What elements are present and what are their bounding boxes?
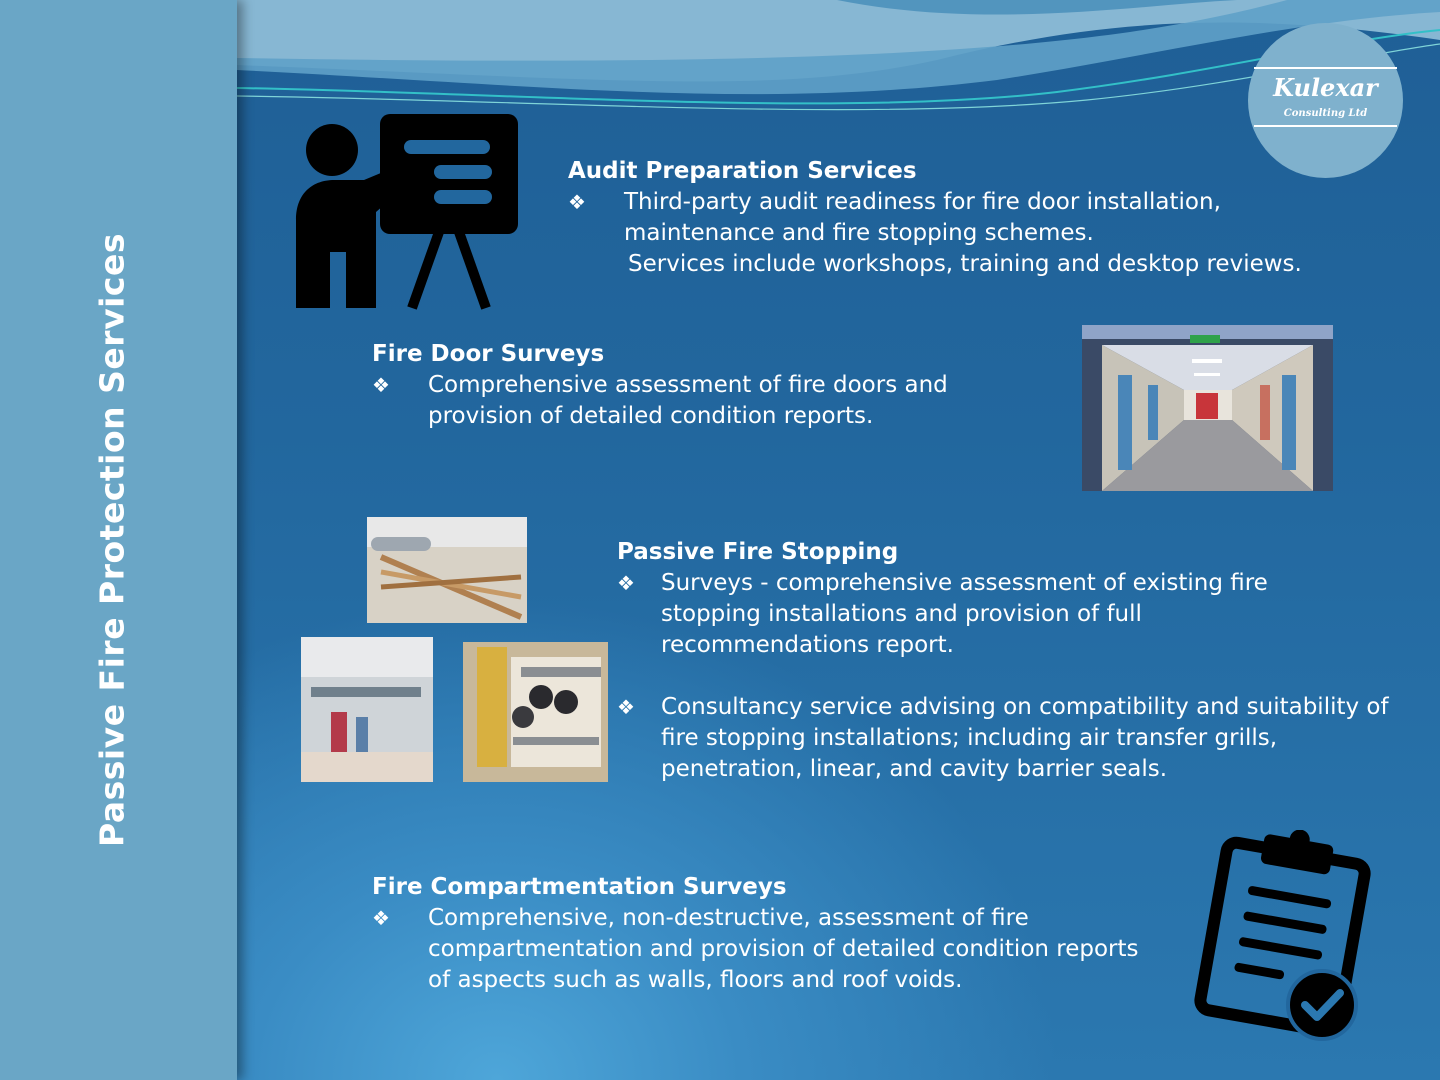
sidebar xyxy=(0,0,237,1080)
main-panel xyxy=(237,0,1440,1080)
fire-door-section xyxy=(372,339,1032,432)
compartmentation-bullet xyxy=(372,903,1162,996)
fire-stopping-bullet-1 xyxy=(617,568,1407,661)
bullet-icon: ❖ xyxy=(372,906,390,930)
fire-stopping-bullet-1-text: Surveys - comprehensive assessment of existing fire stopping installations and provision of full recommendations report. xyxy=(661,570,1268,658)
fire-door-title: Fire Door Surveys xyxy=(372,341,605,367)
bullet-icon: ❖ xyxy=(568,190,586,214)
fire-stopping-photos xyxy=(301,517,608,782)
audit-section xyxy=(568,156,1408,280)
audit-bullet-text: Third-party audit readiness for fire door installation, maintenance and fire stopping schemes. xyxy=(624,189,1221,246)
clipboard-check-icon xyxy=(1192,830,1372,1045)
fire-door-bullet-text: Comprehensive assessment of fire doors and provision of detailed condition reports. xyxy=(428,372,948,429)
audit-title: Audit Preparation Services xyxy=(568,158,917,184)
logo-subtitle: Consulting Ltd xyxy=(1283,108,1368,119)
compartmentation-title: Fire Compartmentation Surveys xyxy=(372,874,787,900)
corridor-photo xyxy=(1082,325,1333,491)
audit-bullet xyxy=(568,187,1408,249)
compartmentation-section xyxy=(372,872,1162,996)
bullet-icon: ❖ xyxy=(372,373,390,397)
fire-stopping-section xyxy=(617,537,1407,785)
audit-extra-line: Services include workshops, training and desktop reviews. xyxy=(628,251,1302,277)
fire-door-bullet xyxy=(372,370,1032,432)
presenter-icon xyxy=(294,112,520,310)
company-logo xyxy=(1248,23,1403,178)
fire-stopping-bullet-2-text: Consultancy service advising on compatibility and suitability of fire stopping installations; including air transfer grills, penetration, linear, and cavity barrier seals. xyxy=(661,694,1389,782)
fire-stopping-title: Passive Fire Stopping xyxy=(617,539,899,565)
compartmentation-bullet-text: Comprehensive, non-destructive, assessment of fire compartmentation and provision of detailed condition reports of aspects such as walls, floors and roof voids. xyxy=(428,905,1139,993)
fire-stopping-bullet-2 xyxy=(617,692,1407,785)
bullet-icon: ❖ xyxy=(617,571,635,595)
logo-name: Kulexar xyxy=(1273,73,1378,102)
sidebar-title: Passive Fire Protection Services xyxy=(92,233,132,847)
bullet-icon: ❖ xyxy=(617,695,635,719)
